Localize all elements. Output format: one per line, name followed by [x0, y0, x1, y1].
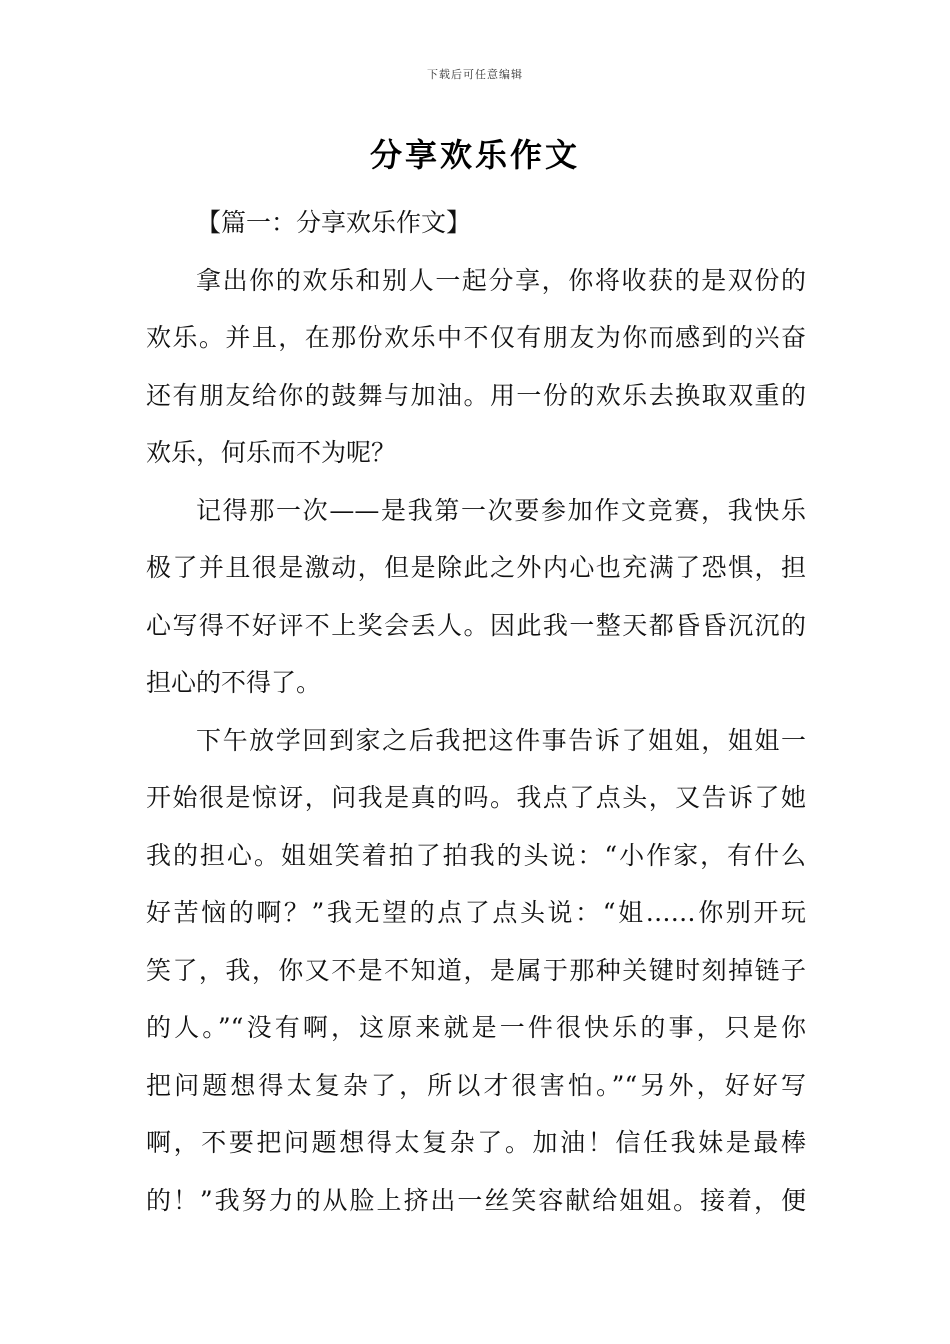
text-line: 下午放学回到家之后我把这件事告诉了姐姐，姐姐一 [196, 725, 806, 755]
text-line: 心写得不好评不上奖会丢人。因此我一整天都昏昏沉沉的 [146, 610, 806, 640]
text-line: 拿出你的欢乐和别人一起分享，你将收获的是双份的 [196, 265, 806, 295]
text-line: 啊，不要把问题想得太复杂了。加油！信任我妹是最棒 [146, 1128, 806, 1157]
section-heading: 【篇一：分享欢乐作文】 [196, 208, 472, 237]
document-body [146, 194, 806, 1229]
text-line: 好苦恼的啊？”我无望的点了点头说：“姐……你别开玩 [146, 898, 806, 927]
text-line: 把问题想得太复杂了，所以才很害怕。”“另外，好好写 [146, 1070, 806, 1100]
text-line: 开始很是惊讶，问我是真的吗。我点了点头，又告诉了她 [146, 783, 806, 812]
text-line: 担心的不得了。 [146, 668, 322, 697]
text-line: 极了并且很是激动，但是除此之外内心也充满了恐惧，担 [146, 553, 806, 582]
text-line: 笑了，我，你又不是不知道，是属于那种关键时刻掉链子 [146, 955, 806, 985]
text-line: 的！”我努力的从脸上挤出一丝笑容献给姐姐。接着，便 [146, 1185, 806, 1215]
header-note: 下载后可任意编辑 [427, 68, 523, 81]
text-line: 欢乐。并且，在那份欢乐中不仅有朋友为你而感到的兴奋 [146, 323, 806, 352]
text-line: 还有朋友给你的鼓舞与加油。用一份的欢乐去换取双重的 [146, 380, 806, 410]
text-line: 我的担心。姐姐笑着拍了拍我的头说：“小作家，有什么 [146, 840, 806, 870]
text-line: 的人。”“没有啊，这原来就是一件很快乐的事，只是你 [146, 1013, 806, 1042]
text-line: 欢乐，何乐而不为呢？ [146, 438, 397, 467]
document-title: 分享欢乐作文 [369, 136, 580, 174]
text-line: 记得那一次——是我第一次要参加作文竞赛，我快乐 [196, 495, 806, 525]
